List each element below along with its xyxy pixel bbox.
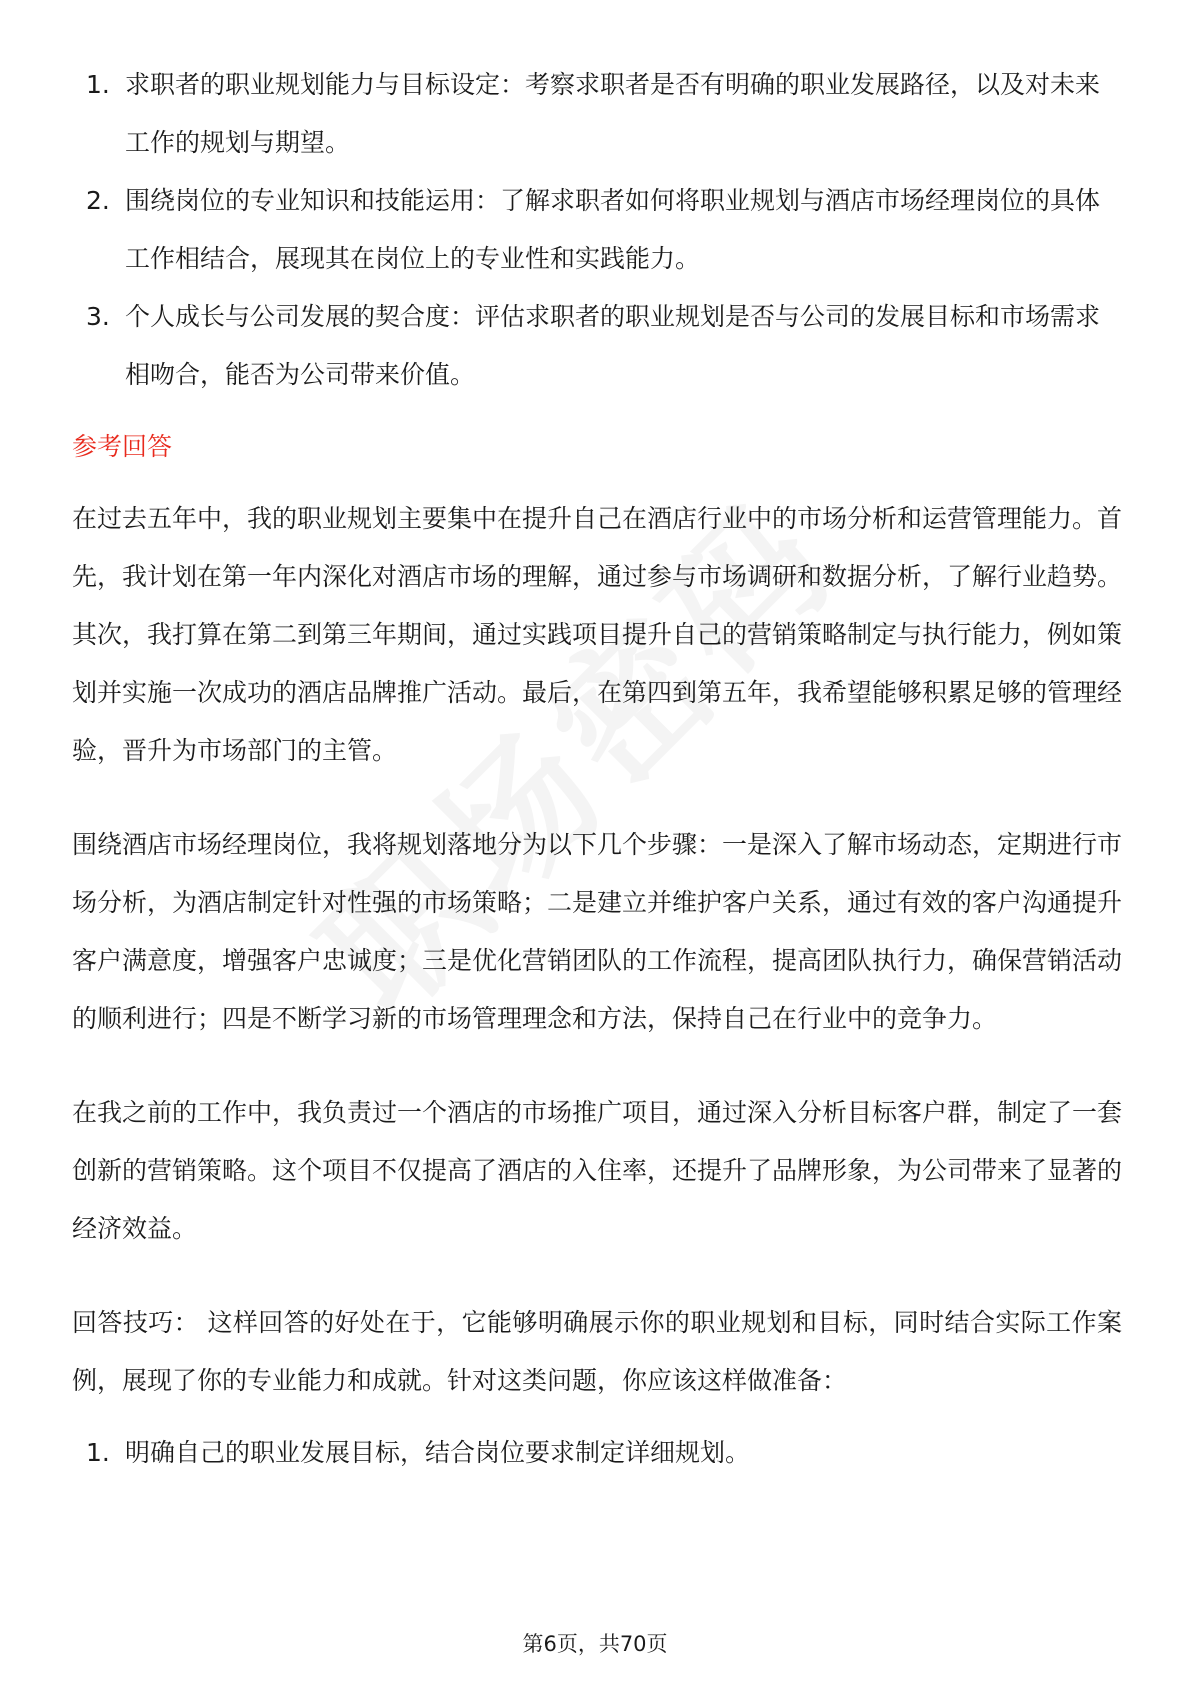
list-number: 3. [86, 302, 110, 331]
paragraph: 围绕酒店市场经理岗位，我将规划落地分为以下几个步骤：一是深入了解市场动态，定期进行市场分析，为酒店制定针对性强的市场策略；二是建立并维护客户关系，通过有效的客户沟通提升客户满意度，增强客户忠诚度；三是优化营销团队的工作流程，提高团队执行力，确保营销活动的顺利进行；四是不断学习新的市场管理理念和方法，保持自己在行业中的竞争力。 [72, 830, 1123, 1033]
reference-answer-heading: 参考回答 [72, 432, 173, 461]
list-item [72, 172, 1122, 288]
list-text: 明确自己的职业发展目标，结合岗位要求制定详细规划。 [125, 1438, 751, 1467]
list-item [72, 1424, 1122, 1482]
list-item [72, 288, 1122, 404]
list-text: 围绕岗位的专业知识和技能运用：了解求职者如何将职业规划与酒店市场经理岗位的具体工作相结合，展现其在岗位上的专业性和实践能力。 [125, 186, 1101, 273]
list-number: 1. [86, 70, 110, 99]
list-item [72, 56, 1122, 172]
paragraph: 在我之前的工作中，我负责过一个酒店的市场推广项目，通过深入分析目标客户群，制定了一套创新的营销策略。这个项目不仅提高了酒店的入住率，还提升了品牌形象，为公司带来了显著的经济效益。 [72, 1098, 1123, 1243]
list-text: 个人成长与公司发展的契合度：评估求职者的职业规划是否与公司的发展目标和市场需求相吻合，能否为公司带来价值。 [125, 302, 1101, 389]
list-number: 1. [86, 1438, 110, 1467]
evaluation-points-list [72, 56, 1122, 404]
list-number: 2. [86, 186, 110, 215]
list-text: 求职者的职业规划能力与目标设定：考察求职者是否有明确的职业发展路径，以及对未来工作的规划与期望。 [125, 70, 1101, 157]
page-footer: 第6页，共70页 [522, 1632, 668, 1656]
answer-tips-paragraph: 回答技巧： 这样回答的好处在于，它能够明确展示你的职业规划和目标，同时结合实际工作案例，展现了你的专业能力和成就。针对这类问题，你应该这样做准备： [72, 1308, 1122, 1395]
paragraph: 在过去五年中，我的职业规划主要集中在提升自己在酒店行业中的市场分析和运营管理能力。首先，我计划在第一年内深化对酒店市场的理解，通过参与市场调研和数据分析，了解行业趋势。其次，我打算在第二到第三年期间，通过实践项目提升自己的营销策略制定与执行能力，例如策划并实施一次成功的酒店品牌推广活动。最后，在第四到第五年，我希望能够积累足够的管理经验，晋升为市场部门的主管。 [72, 504, 1123, 765]
preparation-list [72, 1424, 1122, 1482]
page-content [72, 56, 1122, 1482]
